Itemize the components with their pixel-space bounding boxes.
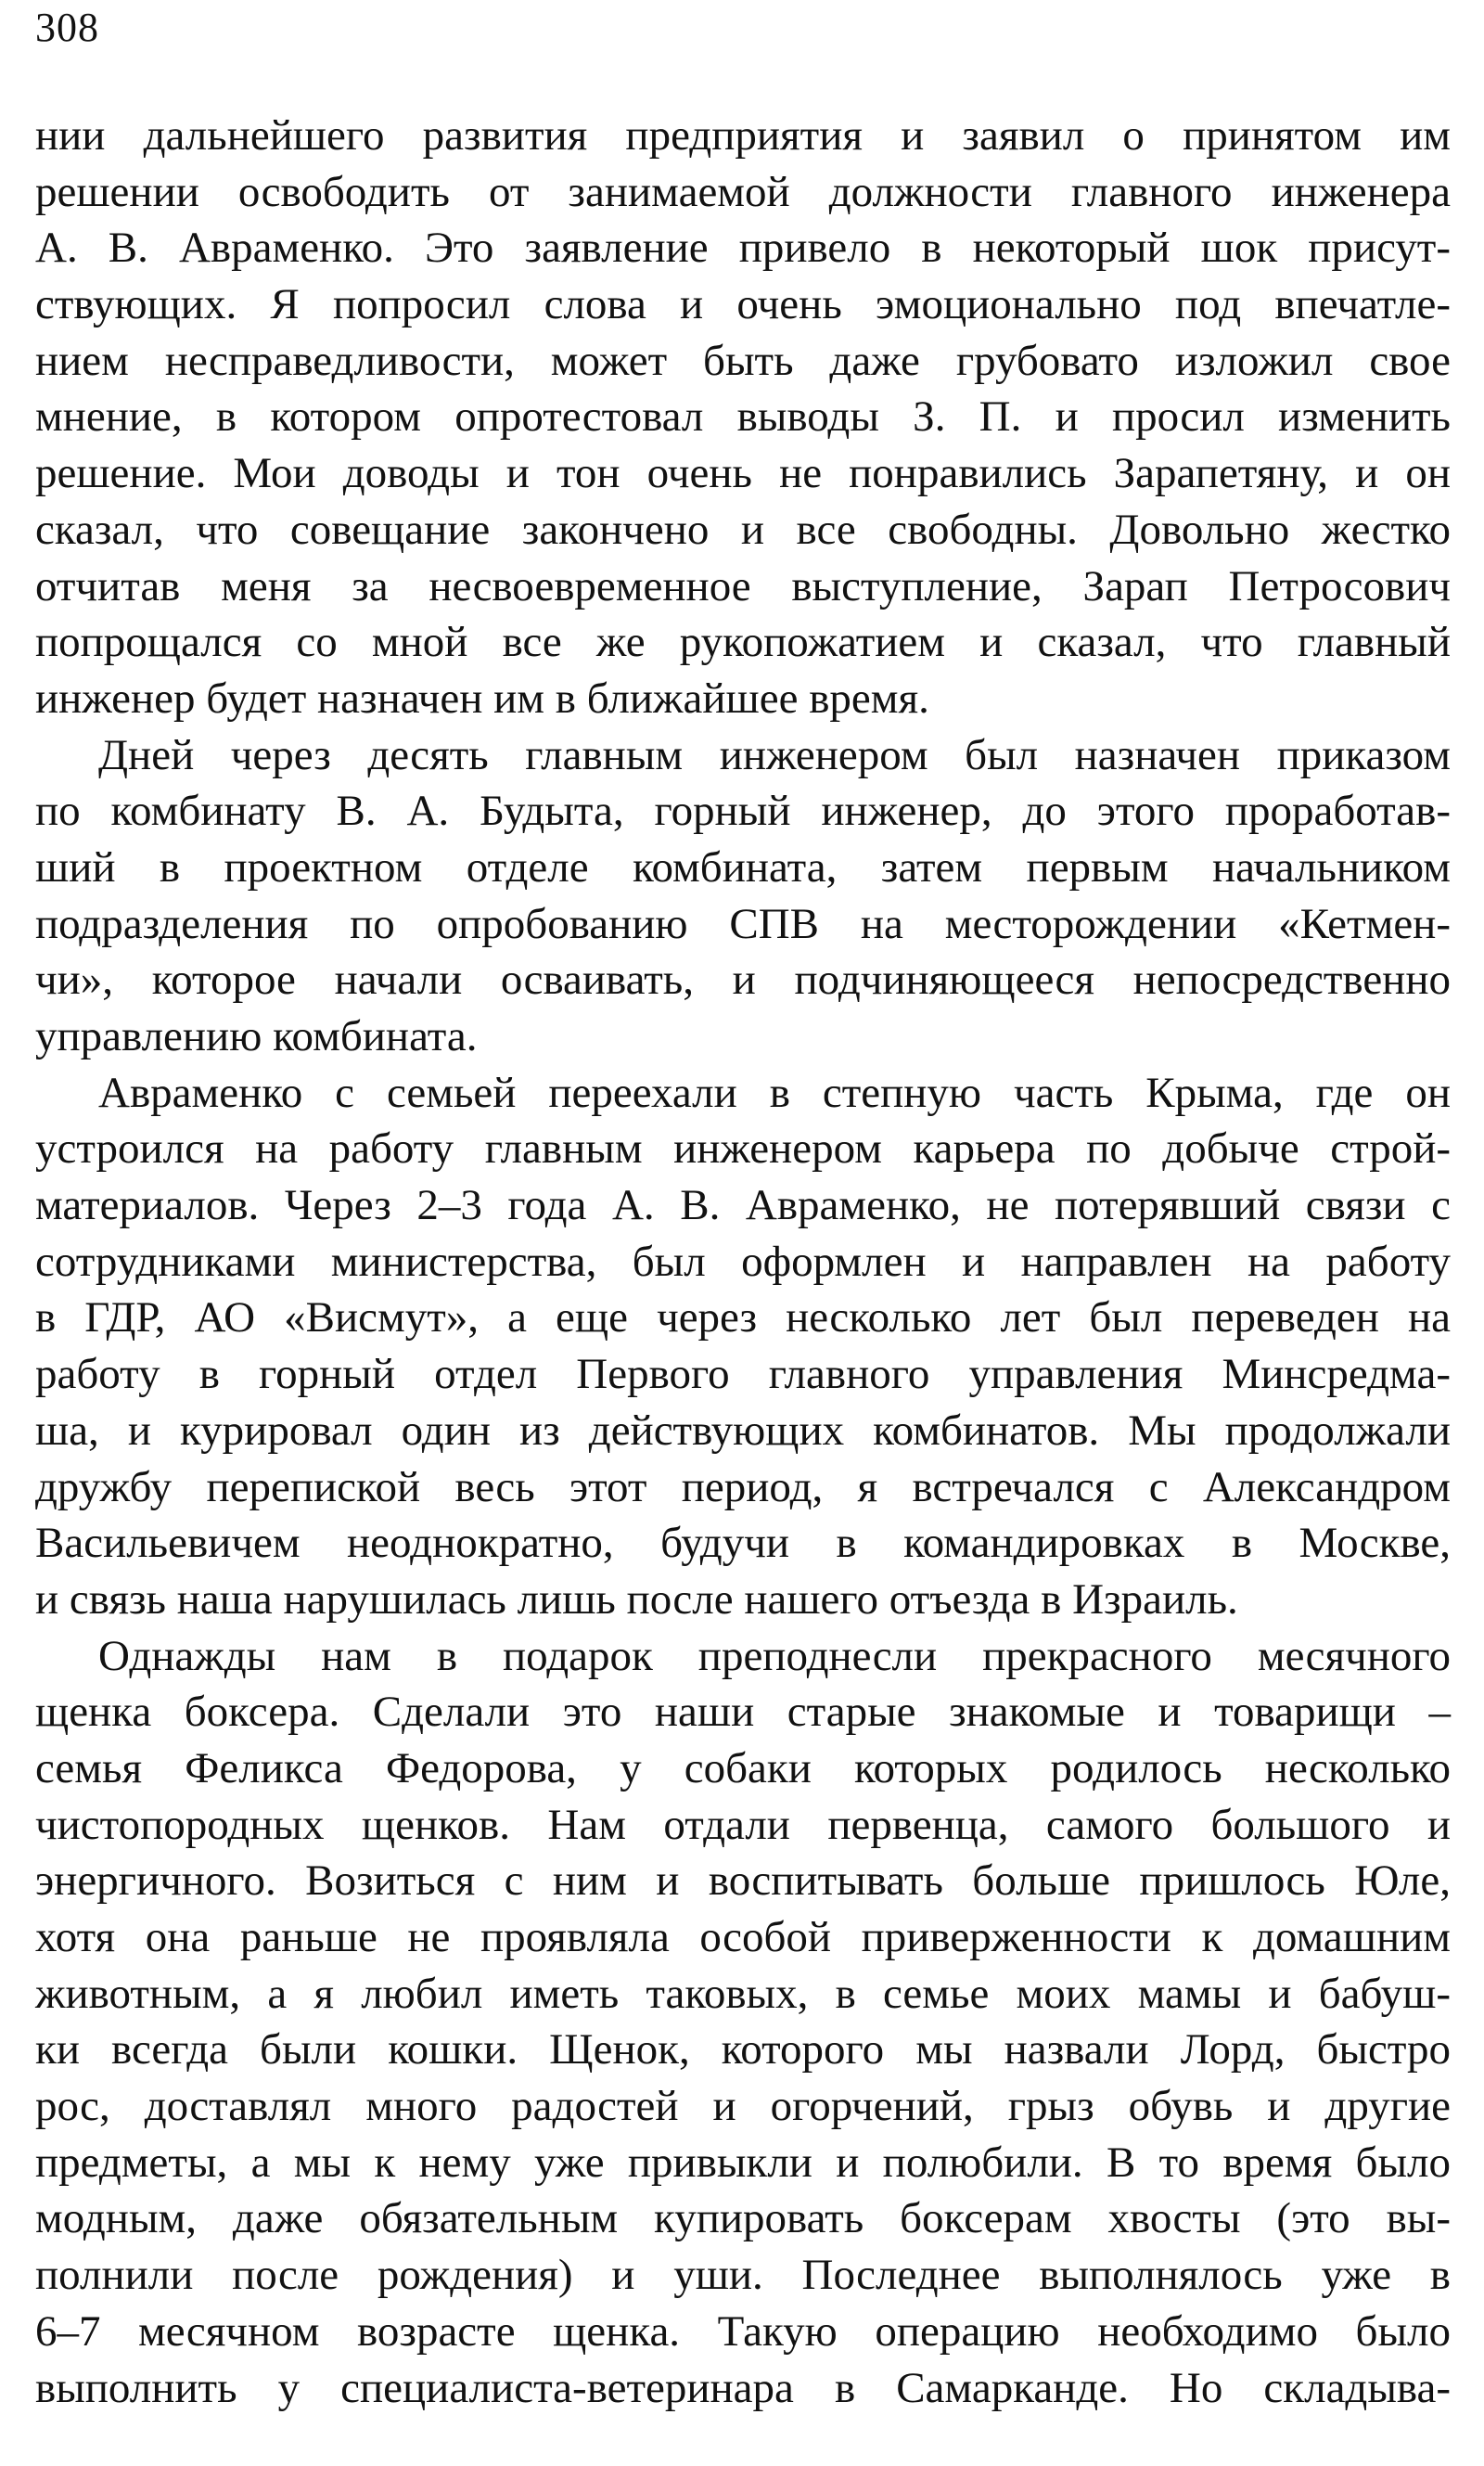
text-line: 6–7 месячном возрасте щенка. Такую операцию необходимо было [35,2306,1451,2356]
text-line: ствующих. Я попросил слова и очень эмоционально под впечатле- [35,280,1451,329]
text-line: управлению комбината. [35,1012,478,1060]
text-line: попрощался со мной все же рукопожатием и сказал, что главный [35,618,1451,667]
text-line: в ГДР, АО «Висмут», а еще через несколько лет был переведен на [35,1293,1451,1342]
text-line: модным, даже обязательным купировать боксерам хвосты (это вы- [35,2194,1451,2243]
text-line: щенка боксера. Сделали это наши старые знакомые и товарищи – [35,1688,1451,1737]
text-line: чи», которое начали осваивать, и подчиняющееся непосредственно [35,956,1451,1005]
text-line: полнили после рождения) и уши. Последнее выполнялось уже в [35,2251,1451,2300]
text-line: сказал, что совещание закончено и все свободны. Довольно жестко [35,505,1451,554]
text-line: материалов. Через 2–3 года А. В. Авраменко, не потерявший связи с [35,1181,1451,1230]
text-line: инженер будет назначен им в ближайшее время. [35,674,929,723]
text-line: решении освободить от занимаемой должности главного инженера [35,167,1451,216]
text-line: Дней через десять главным инженером был назначен приказом [98,730,1451,779]
text-line: нии дальнейшего развития предприятия и заявил о принятом им [35,111,1451,160]
text-line: рос, доставлял много радостей и огорчений, грыз обувь и другие [35,2082,1451,2131]
text-line: семья Феликса Федорова, у собаки которых родилось несколько [35,1743,1451,1792]
text-line: животным, а я любил иметь таковых, в семье моих мамы и бабуш- [35,1969,1451,2018]
text-line: Авраменко с семьей переехали в степную часть Крыма, где он [98,1068,1451,1117]
text-line: мнение, в котором опротестовал выводы З. П. и просил изменить [35,392,1451,442]
text-line: ки всегда были кошки. Щенок, которого мы назвали Лорд, быстро [35,2025,1451,2074]
text-line: ший в проектном отделе комбината, затем первым начальником [35,842,1451,892]
text-line: Однажды нам в подарок преподнесли прекрасного месячного [98,1631,1451,1680]
text-line: по комбинату В. А. Будыта, горный инженер, до этого проработав- [35,787,1451,836]
text-line: предметы, а мы к нему уже привыкли и полюбили. В то время было [35,2138,1451,2187]
text-line: Васильевичем неоднократно, будучи в командировках в Москве, [35,1519,1451,1568]
text-line: сотрудниками министерства, был оформлен и направлен на работу [35,1237,1451,1286]
text-line: А. В. Авраменко. Это заявление привело в некоторый шок присут- [35,224,1451,273]
text-line: отчитав меня за несвоевременное выступление, Зарап Петросович [35,561,1451,610]
text-line: подразделения по опробованию СПВ на месторождении «Кетмен- [35,899,1451,948]
text-line: чистопородных щенков. Нам отдали первенца, самого большого и [35,1800,1451,1849]
text-line: нием несправедливости, может быть даже грубовато изложил свое [35,336,1451,385]
text-line: устроился на работу главным инженером карьера по добыче строй- [35,1124,1451,1174]
text-line: энергичного. Возиться с ним и воспитывать больше пришлось Юле, [35,1856,1451,1906]
body-text [35,108,1451,2416]
text-line: работу в горный отдел Первого главного управления Минсредма- [35,1350,1451,1399]
text-line: решение. Мои доводы и тон очень не понравились Зарапетяну, и он [35,449,1451,498]
page-number: 308 [35,5,99,50]
text-line: выполнить у специалиста-ветеринара в Самарканде. Но складыва- [35,2363,1451,2412]
text-line: хотя она раньше не проявляла особой приверженности к домашним [35,1913,1451,1961]
text-line: ша, и курировал один из действующих комбинатов. Мы продолжали [35,1406,1451,1455]
text-line: и связь наша нарушилась лишь после нашего отъезда в Израиль. [35,1574,1238,1624]
text-line: дружбу перепиской весь этот период, я встречался с Александром [35,1462,1451,1511]
